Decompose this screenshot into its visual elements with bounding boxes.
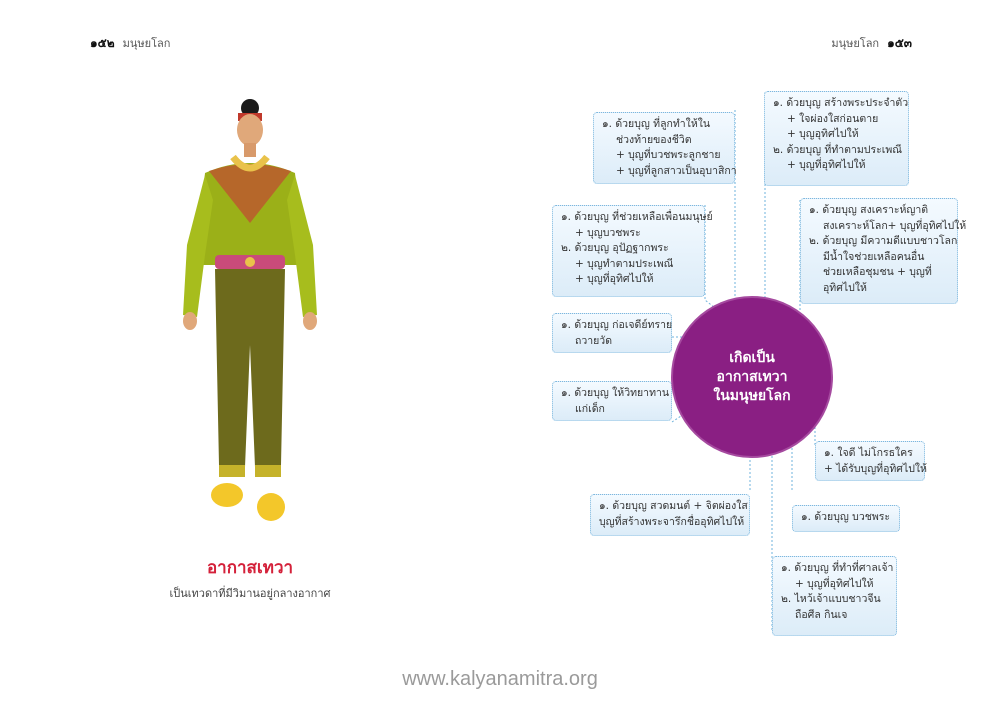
merit-box-7-line-1: ๑. ใจดี ไม่โกรธใคร (824, 447, 913, 459)
merit-box-5-line-2: ถวายวัด (575, 334, 613, 347)
merit-box-2-line-2: + ใจผ่องใสก่อนตาย (787, 112, 879, 125)
merit-box-2-line-4: ๒. ด้วยบุญ ที่ทำตามประเพณี (773, 143, 902, 156)
merit-box-10-line-4: ถือศีล กินเจ (795, 608, 848, 621)
merit-box-8-line-1: ๑. ด้วยบุญ สวดมนต์ + จิตผ่องใส (599, 500, 748, 512)
merit-box-1-line-4: + บุญที่ลูกสาวเป็นอุบาสิกา (616, 164, 737, 177)
merit-box-3-line-3: ๒. ด้วยบุญ อุปัฏฐากพระ (561, 242, 669, 254)
figure-subtitle: เป็นเทวดาที่มีวิมานอยู่กลางอากาศ (169, 587, 331, 600)
merit-box-8 (590, 494, 750, 536)
merit-box-10-line-3: ๒. ไหว้เจ้าแบบชาวจีน (781, 593, 881, 605)
merit-box-4-line-1: ๑. ด้วยบุญ สงเคราะห์ญาติ (809, 204, 929, 216)
merit-box-5-line-1: ๑. ด้วยบุญ ก่อเจดีย์ทราย (561, 319, 673, 331)
merit-box-3-line-1: ๑. ด้วยบุญ ที่ช่วยเหลือเพื่อนมนุษย์ (561, 211, 713, 223)
merit-box-10-line-2: + บุญที่อุทิศไปให้ (795, 577, 874, 590)
merit-box-2 (764, 91, 909, 186)
merit-box-1-line-2: ช่วงท้ายของชีวิต (616, 133, 692, 146)
merit-box-3-line-4: + บุญทำตามประเพณี (575, 257, 674, 270)
merit-box-9-line-1: ๑. ด้วยบุญ บวชพระ (801, 511, 891, 523)
right-page-number: ๑๕๓ (887, 36, 912, 50)
merit-box-1-line-1: ๑. ด้วยบุญ ที่ลูกทำให้ใน (602, 118, 711, 130)
merit-box-10-line-1: ๑. ด้วยบุญ ที่ทำที่ศาลเจ้า (781, 562, 894, 574)
merit-box-7-line-2: + ได้รับบุญที่อุทิศไปให้ (824, 462, 927, 475)
central-node-line-2: อากาสเทวา (716, 368, 788, 385)
merit-box-2-line-3: + บุญอุทิศไปให้ (787, 128, 859, 140)
left-running-title: มนุษยโลก (122, 37, 171, 50)
merit-box-4 (800, 198, 967, 304)
right-running-title: มนุษยโลก (831, 37, 880, 50)
merit-box-1 (593, 112, 735, 184)
merit-box-3 (552, 205, 713, 297)
merit-box-2-line-5: + บุญที่อุทิศไปให้ (787, 159, 866, 171)
merit-box-5 (552, 313, 672, 353)
central-node-line-3: ในมนุษยโลก (713, 387, 791, 404)
merit-box-10 (772, 556, 897, 636)
merit-box-4-line-6: อุทิศไปให้ (823, 281, 867, 294)
merit-box-1-line-3: + บุญที่บวชพระลูกชาย (616, 149, 721, 161)
merit-box-4-line-2: สงเคราะห์โลก+ บุญที่อุทิศไปให้ (823, 219, 967, 232)
merit-box-2-line-1: ๑. ด้วยบุญ สร้างพระประจำตัว (773, 97, 909, 109)
merit-box-4-line-5: ช่วยเหลือชุมชน + บุญที่ (823, 266, 932, 278)
left-page-number: ๑๕๒ (90, 36, 115, 50)
central-node (673, 298, 831, 456)
figure-title: อากาสเทวา (206, 558, 294, 578)
merit-box-4-line-4: มีน้ำใจช่วยเหลือคนอื่น (823, 250, 925, 263)
footer-url: www.kalyanamitra.org (402, 668, 598, 690)
merit-box-3-line-2: + บุญบวชพระ (575, 226, 641, 239)
merit-box-8-line-2: บุญที่สร้างพระจารึกชื่ออุทิศไปให้ (599, 515, 745, 528)
merit-box-6-line-1: ๑. ด้วยบุญ ให้วิทยาทาน (561, 387, 670, 399)
merit-box-7 (815, 441, 925, 481)
merit-box-9 (792, 505, 900, 532)
merit-box-6 (552, 381, 672, 421)
merit-box-3-line-5: + บุญที่อุทิศไปให้ (575, 273, 654, 285)
central-node-line-1: เกิดเป็น (729, 349, 775, 366)
merit-box-6-line-2: แก่เด็ก (575, 402, 605, 415)
merit-box-4-line-3: ๒. ด้วยบุญ มีความดีแบบชาวโลก (809, 235, 958, 247)
